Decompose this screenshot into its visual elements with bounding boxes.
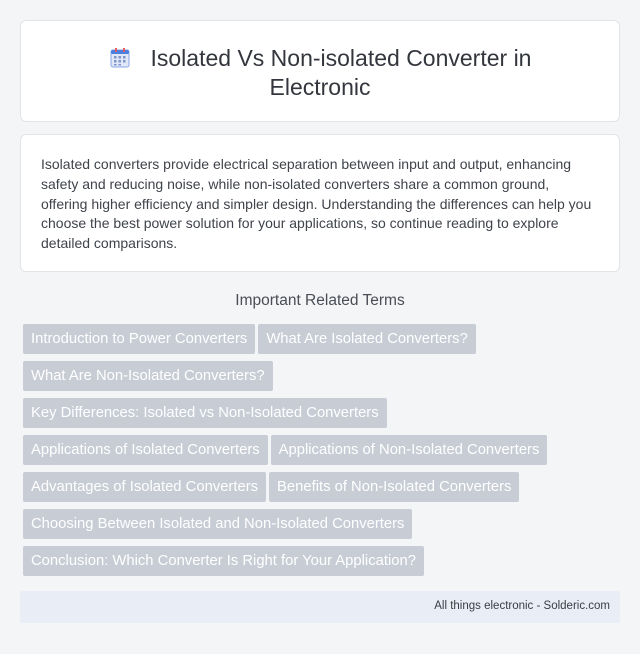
footer [20,591,620,623]
tag-benefits-non-isolated[interactable]: Benefits of Non-Isolated Converters [269,472,519,502]
title-line-2: Electronic [269,74,371,100]
title-card [20,20,620,122]
calendar-icon [109,47,131,69]
page-title [21,44,619,102]
tag-conclusion[interactable]: Conclusion: Which Converter Is Right for Your Application? [23,546,424,576]
footer-credit: All things electronic - Solderic.com [434,600,610,612]
related-terms-heading: Important Related Terms [235,292,405,309]
tag-advantages-isolated[interactable]: Advantages of Isolated Converters [23,472,266,502]
tag-what-are-non-isolated-converters[interactable]: What Are Non-Isolated Converters? [23,361,273,391]
title-line-1: Isolated Vs Non-isolated Converter in [150,45,532,71]
tag-choosing-between[interactable]: Choosing Between Isolated and Non-Isolated Converters [23,509,412,539]
intro-text: Isolated converters provide electrical separation between input and output, enhancing safety and reducing noise, while non-isolated converters share a common ground, offering higher efficiency and simpler design. Understanding the differences can help you choose the best power solution for your applications, so continue reading to explore detailed comparisons. [41,156,592,252]
tag-key-differences[interactable]: Key Differences: Isolated vs Non-Isolated Converters [23,398,387,428]
related-terms-list [23,324,623,583]
tag-applications-isolated[interactable]: Applications of Isolated Converters [23,435,268,465]
tag-what-are-isolated-converters[interactable]: What Are Isolated Converters? [258,324,476,354]
tag-applications-non-isolated[interactable]: Applications of Non-Isolated Converters [271,435,548,465]
intro-card [20,134,620,272]
tag-introduction-power-converters[interactable]: Introduction to Power Converters [23,324,255,354]
